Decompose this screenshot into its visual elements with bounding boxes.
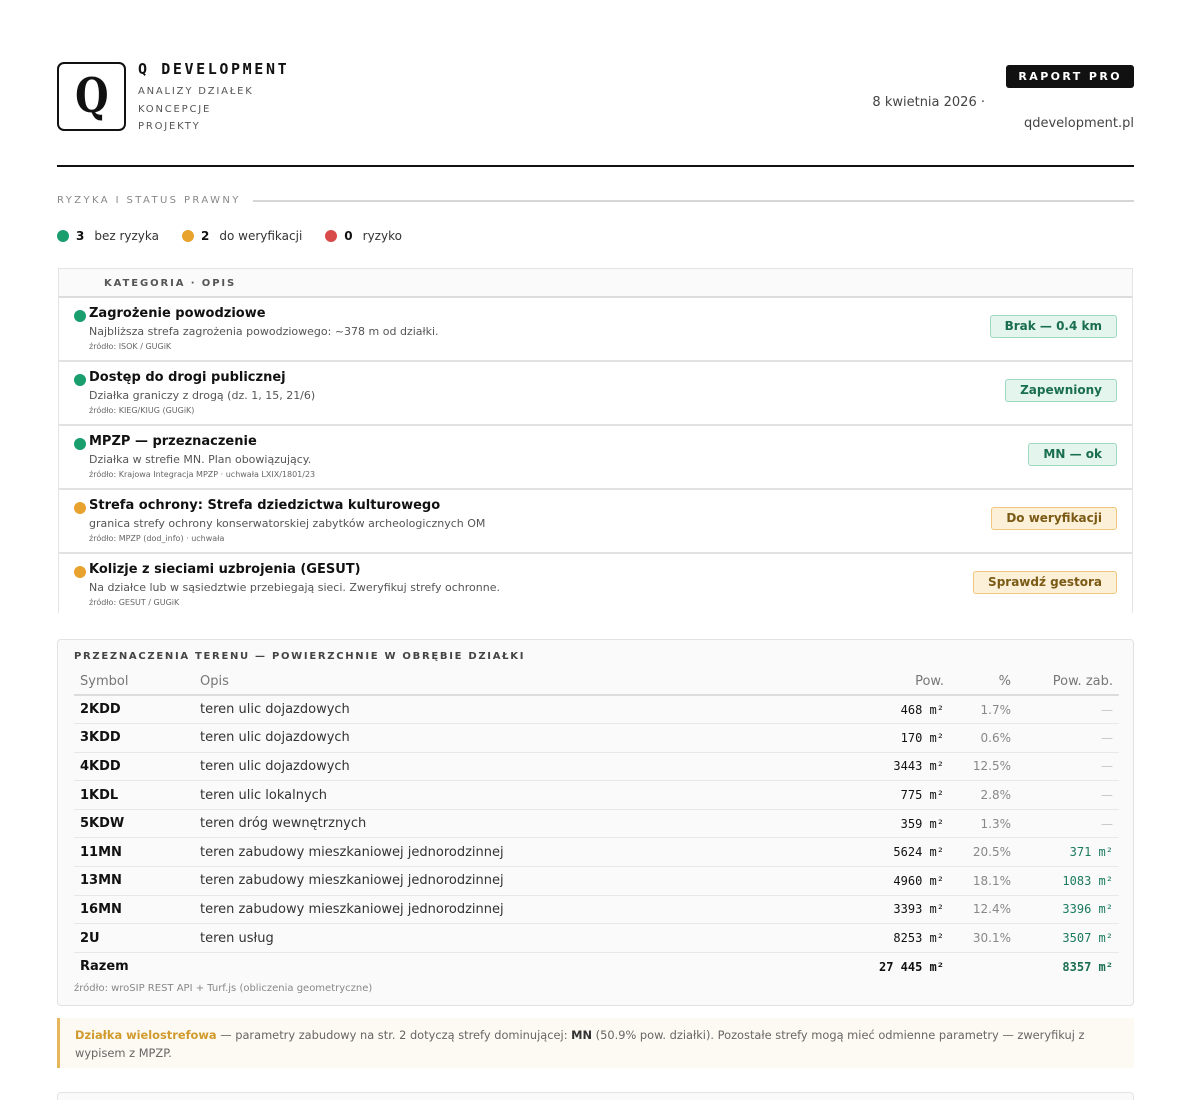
cell-percent: 30.1%: [944, 924, 1011, 953]
risk-status-badge: MN — ok: [1028, 443, 1117, 466]
risk-description: Na działce lub w sąsiedztwie przebiegają sieci. Zweryfikuj strefy ochronne.: [89, 581, 500, 594]
cell-description: teren ulic lokalnych: [200, 781, 764, 810]
orange-status-dot-icon: [74, 502, 86, 514]
table-row: [74, 895, 1119, 924]
cell-percent: 1.7%: [944, 695, 1011, 724]
cell-built-area: —: [1011, 781, 1119, 810]
cell-percent: [944, 952, 1011, 981]
green-status-dot-icon: [74, 438, 86, 450]
cell-symbol: 13MN: [74, 867, 200, 896]
cell-description: teren dróg wewnętrznych: [200, 809, 764, 838]
risk-source: źródło: GESUT / GUGiK: [89, 598, 180, 607]
risk-title: Strefa ochrony: Strefa dziedzictwa kulturowego: [89, 498, 441, 513]
website-link[interactable]: qdevelopment.pl: [1023, 116, 1134, 131]
cell-area: 5624 m²: [764, 838, 944, 867]
cell-percent: 20.5%: [944, 838, 1011, 867]
cell-built-area: —: [1011, 752, 1119, 781]
risk-title: Kolizje z sieciami uzbrojenia (GESUT): [89, 562, 361, 577]
table-row: [74, 809, 1119, 838]
column-header-area: Pow.: [764, 669, 944, 695]
cell-description: teren ulic dojazdowych: [200, 724, 764, 753]
table-row: [74, 838, 1119, 867]
legend-item-risk: [325, 229, 402, 243]
land-use-source: źródło: wroSIP REST API + Turf.js (obliczenia geometryczne): [74, 983, 373, 994]
total-built-area: 8357 m²: [1062, 959, 1113, 974]
cell-symbol: 4KDD: [74, 752, 200, 781]
cell-built-area: 3396 m²: [1011, 895, 1119, 924]
cell-description: teren zabudowy mieszkaniowej jednorodzinnej: [200, 895, 764, 924]
cell-area: 170 m²: [764, 724, 944, 753]
note-text: (50.9% pow. działki). Pozostałe strefy mogą mieć odmienne parametry — zweryfikuj z wypisem z MPZP.: [75, 1028, 1085, 1060]
brand-tagline: KONCEPCJE: [138, 103, 212, 115]
table-total-row: [74, 952, 1119, 981]
column-header-symbol: Symbol: [74, 669, 200, 695]
section-divider: [253, 200, 1134, 202]
cell-built-area: —: [1011, 724, 1119, 753]
risk-source: źródło: Krajowa Integracja MPZP · uchwała LXIX/1801/23: [89, 470, 316, 479]
cell-area: 359 m²: [764, 809, 944, 838]
cell-area: 468 m²: [764, 695, 944, 724]
cell-percent: 18.1%: [944, 867, 1011, 896]
land-use-panel: [57, 639, 1134, 1006]
total-label: Razem: [80, 959, 129, 975]
report-type-badge: RAPORT PRO: [1006, 65, 1134, 88]
cell-symbol: 3KDD: [74, 724, 200, 753]
note-highlight: Działka wielostrefowa: [75, 1028, 217, 1042]
cell-percent: 1.3%: [944, 809, 1011, 838]
cell-symbol: 5KDW: [74, 809, 200, 838]
cell-description: teren ulic dojazdowych: [200, 752, 764, 781]
cell-percent: 12.5%: [944, 752, 1011, 781]
table-row: [74, 695, 1119, 724]
table-row: [74, 752, 1119, 781]
cell-area: 3443 m²: [764, 752, 944, 781]
land-use-title: PRZEZNACZENIA TERENU — POWIERZCHNIE W OBRĘBIE DZIAŁKI: [74, 651, 526, 662]
brand-tagline: ANALIZY DZIAŁEK: [138, 86, 254, 97]
brand-name: Q DEVELOPMENT: [138, 60, 290, 78]
red-status-dot-icon: [325, 230, 337, 242]
green-status-dot-icon: [74, 310, 86, 322]
legend-count: 0: [344, 229, 353, 243]
cell-built-area: 3507 m²: [1011, 924, 1119, 953]
cell-symbol: 2KDD: [74, 695, 200, 724]
note-text: — parametry zabudowy na str. 2 dotyczą strefy dominującej:: [216, 1028, 572, 1042]
risk-legend: [57, 229, 425, 243]
risk-table: [58, 268, 1133, 613]
legend-label: bez ryzyka: [94, 229, 159, 243]
cell-area: 8253 m²: [764, 924, 944, 953]
risk-description: Działka w strefie MN. Plan obowiązujący.: [89, 453, 312, 466]
risk-status-badge: Brak — 0.4 km: [990, 315, 1117, 338]
risk-source: źródło: MPZP (dod_info) · uchwała: [89, 534, 225, 543]
column-header-percent: %: [944, 669, 1011, 695]
cell-description: teren zabudowy mieszkaniowej jednorodzinnej: [200, 867, 764, 896]
table-header-row: [74, 669, 1119, 695]
report-header: [57, 62, 1134, 134]
green-status-dot-icon: [74, 374, 86, 386]
risk-table-header: [59, 268, 1132, 298]
section-title-text: RYZYKA I STATUS PRAWNY: [57, 195, 241, 206]
cell-percent: 12.4%: [944, 895, 1011, 924]
green-status-dot-icon: [57, 230, 69, 242]
cell-built-area: —: [1011, 695, 1119, 724]
brand-block: [138, 60, 289, 136]
legend-count: 3: [76, 229, 85, 243]
risk-description: granica strefy ochrony konserwatorskiej zabytków archeologicznych OM: [89, 517, 486, 530]
orange-status-dot-icon: [182, 230, 194, 242]
risk-status-badge: Sprawdź gestora: [973, 571, 1117, 594]
risk-status-badge: Zapewniony: [1005, 379, 1117, 402]
table-row: [74, 924, 1119, 953]
cell-area: 3393 m²: [764, 895, 944, 924]
company-logo: [57, 62, 126, 131]
cell-area: 4960 m²: [764, 867, 944, 896]
legend-item-no-risk: [57, 229, 159, 243]
risk-status-badge: Do weryfikacji: [991, 507, 1117, 530]
orange-status-dot-icon: [74, 566, 86, 578]
total-area: 27 445 m²: [878, 959, 944, 974]
cell-percent: 0.6%: [944, 724, 1011, 753]
cell-built-area: 371 m²: [1011, 838, 1119, 867]
risk-source: źródło: ISOK / GUGiK: [89, 342, 172, 351]
risk-row-flood: [59, 298, 1132, 362]
cell-symbol: 16MN: [74, 895, 200, 924]
cell-built-area: —: [1011, 809, 1119, 838]
land-use-table: [74, 669, 1119, 981]
next-section-box: [57, 1092, 1134, 1100]
legend-label: ryzyko: [362, 229, 402, 243]
cell-description: teren zabudowy mieszkaniowej jednorodzinnej: [200, 838, 764, 867]
report-date: 8 kwietnia 2026 ·: [872, 95, 985, 110]
risk-row-heritage-zone: [59, 490, 1132, 554]
risk-description: Działka graniczy z drogą (dz. 1, 15, 21/6): [89, 389, 316, 402]
cell-description: teren ulic dojazdowych: [200, 695, 764, 724]
cell-area: 775 m²: [764, 781, 944, 810]
risk-title: Dostęp do drogi publicznej: [89, 370, 286, 385]
legend-label: do weryfikacji: [219, 229, 303, 243]
cell-description: [200, 952, 764, 981]
column-header-built-area: Pow. zab.: [1011, 669, 1119, 695]
table-row: [74, 867, 1119, 896]
legend-count: 2: [201, 229, 210, 243]
risk-row-utilities: [59, 554, 1132, 613]
risk-row-road-access: [59, 362, 1132, 426]
risk-title: MPZP — przeznaczenie: [89, 434, 257, 449]
cell-symbol: 2U: [74, 924, 200, 953]
cell-percent: 2.8%: [944, 781, 1011, 810]
risk-title: Zagrożenie powodziowe: [89, 306, 266, 321]
note-zone: MN: [571, 1028, 593, 1042]
multi-zone-note: [57, 1018, 1134, 1068]
risk-source: źródło: KIEG/KIUG (GUGiK): [89, 406, 195, 415]
table-row: [74, 724, 1119, 753]
cell-built-area: 1083 m²: [1011, 867, 1119, 896]
logo-letter: Q: [74, 67, 109, 124]
risk-description: Najbliższa strefa zagrożenia powodziowego: ~378 m od działki.: [89, 325, 439, 338]
risk-column-header: KATEGORIA · OPIS: [104, 278, 237, 289]
legend-item-verify: [182, 229, 302, 243]
brand-tagline: PROJEKTY: [138, 121, 201, 132]
cell-description: teren usług: [200, 924, 764, 953]
risk-row-mpzp: [59, 426, 1132, 490]
header-divider: [57, 165, 1134, 167]
cell-symbol: 11MN: [74, 838, 200, 867]
table-row: [74, 781, 1119, 810]
cell-symbol: 1KDL: [74, 781, 200, 810]
section-title-risks: [57, 195, 1134, 206]
column-header-description: Opis: [200, 669, 764, 695]
